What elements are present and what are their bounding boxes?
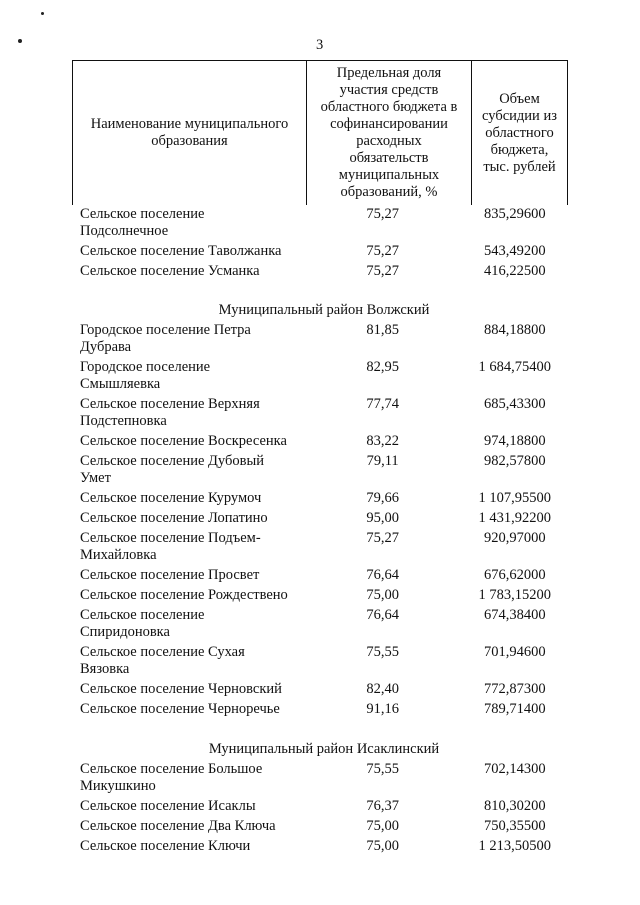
subsidy-amount: 974,18800 bbox=[483, 433, 546, 449]
municipality-name: Сельское поселение Верхняя Подстепновка bbox=[80, 396, 260, 429]
municipality-name: Сельское поселение Черновский bbox=[80, 681, 282, 697]
share-percent: 81,85 bbox=[366, 322, 399, 338]
municipality-name: Сельское поселение Два Ключа bbox=[80, 817, 276, 834]
table-row bbox=[80, 759, 568, 796]
share-percent: 82,95 bbox=[366, 359, 399, 375]
subsidy-amount: 1 684,75400 bbox=[478, 359, 552, 375]
section-heading: Муниципальный район Волжский bbox=[218, 302, 430, 318]
municipality-name: Сельское поселение Исаклы bbox=[80, 797, 256, 814]
subsidy-amount: 884,18800 bbox=[483, 322, 546, 338]
share-percent: 91,16 bbox=[366, 701, 399, 717]
subsidy-amount: 835,29600 bbox=[483, 205, 546, 222]
table-row bbox=[80, 586, 568, 606]
table-row bbox=[80, 643, 568, 680]
table-row bbox=[80, 680, 568, 700]
subsidy-amount: 674,38400 bbox=[483, 607, 546, 623]
header-share-column: Предельная доля участия средств областного бюджета в софинансировании расходных обязательств муниципальных образований, % bbox=[307, 61, 472, 205]
municipality-name: Сельское поселение Дубовый Умет bbox=[80, 453, 264, 486]
share-percent: 75,27 bbox=[366, 205, 399, 222]
page-number: 3 bbox=[316, 37, 324, 53]
table-row bbox=[80, 452, 568, 489]
share-percent: 77,74 bbox=[366, 396, 399, 412]
share-percent: 75,27 bbox=[366, 530, 399, 546]
municipality-name: Сельское поселение Подсолнечное bbox=[80, 205, 205, 239]
share-percent: 76,37 bbox=[366, 797, 399, 814]
share-percent: 75,27 bbox=[366, 262, 399, 279]
share-percent: 76,64 bbox=[366, 607, 399, 623]
municipality-name: Сельское поселение Лопатино bbox=[80, 510, 268, 526]
subsidy-amount: 685,43300 bbox=[483, 396, 546, 412]
table-row bbox=[80, 261, 568, 281]
table-row bbox=[80, 816, 568, 836]
subsidy-amount: 920,97000 bbox=[483, 530, 546, 546]
subsidy-amount: 1 431,92200 bbox=[478, 510, 552, 526]
share-percent: 79,66 bbox=[366, 490, 399, 506]
table-row bbox=[80, 321, 568, 358]
table-row bbox=[80, 700, 568, 720]
share-percent: 95,00 bbox=[366, 510, 399, 526]
municipality-name: Сельское поселение Таволжанка bbox=[80, 242, 282, 259]
table-row bbox=[80, 432, 568, 452]
subsidy-amount: 701,94600 bbox=[483, 644, 546, 660]
table-row bbox=[80, 796, 568, 816]
table-row bbox=[80, 606, 568, 643]
subsidy-amount: 810,30200 bbox=[483, 797, 546, 814]
municipality-name: Сельское поселение Воскресенка bbox=[80, 433, 287, 449]
share-percent: 79,11 bbox=[366, 453, 399, 469]
share-percent: 75,55 bbox=[366, 760, 399, 777]
header-subsidy-column: Объем субсидии из областного бюджета, тыс. рублей bbox=[482, 90, 557, 175]
share-percent: 75,00 bbox=[366, 817, 399, 834]
scan-speck bbox=[18, 39, 22, 43]
subsidy-amount: 982,57800 bbox=[483, 453, 546, 469]
subsidy-amount: 1 213,50500 bbox=[478, 837, 552, 854]
table-row bbox=[80, 836, 568, 856]
table-header bbox=[72, 60, 568, 205]
table-row bbox=[80, 395, 568, 432]
share-percent: 83,22 bbox=[366, 433, 399, 449]
subsidy-amount: 1 107,95500 bbox=[478, 490, 552, 506]
subsidy-amount: 676,62000 bbox=[483, 567, 546, 583]
subsidy-amount: 750,35500 bbox=[483, 817, 546, 834]
subsidy-amount: 416,22500 bbox=[483, 262, 546, 279]
table-row bbox=[80, 489, 568, 509]
municipality-name: Городское поселение Смышляевка bbox=[80, 359, 211, 392]
share-percent: 82,40 bbox=[366, 681, 399, 697]
section-heading: Муниципальный район Исаклинский bbox=[208, 740, 440, 757]
table-row bbox=[80, 241, 568, 261]
municipality-name: Сельское поселение Просвет bbox=[80, 567, 260, 583]
share-percent: 75,55 bbox=[366, 644, 399, 660]
share-percent: 75,00 bbox=[366, 837, 399, 854]
municipality-name: Сельское поселение Рождествено bbox=[80, 587, 288, 603]
municipality-name: Сельское поселение Подъем- Михайловка bbox=[80, 530, 261, 563]
municipality-name: Городское поселение Петра Дубрава bbox=[80, 322, 251, 355]
municipality-name: Сельское поселение Курумоч bbox=[80, 490, 262, 506]
municipality-name: Сельское поселение Черноречье bbox=[80, 701, 280, 717]
table-row bbox=[80, 509, 568, 529]
scan-speck bbox=[41, 12, 44, 15]
municipality-name: Сельское поселение Большое Микушкино bbox=[80, 760, 263, 794]
subsidy-amount: 702,14300 bbox=[483, 760, 546, 777]
table-row bbox=[80, 529, 568, 566]
share-percent: 75,00 bbox=[366, 587, 399, 603]
subsidy-amount: 1 783,15200 bbox=[478, 587, 552, 603]
table-body bbox=[80, 204, 568, 856]
municipality-name: Сельское поселение Спиридоновка bbox=[80, 607, 205, 640]
header-name-column: Наименование муниципального образования bbox=[73, 61, 307, 205]
table-row bbox=[80, 358, 568, 395]
share-percent: 75,27 bbox=[366, 242, 399, 259]
table-row bbox=[80, 566, 568, 586]
municipality-name: Сельское поселение Сухая Вязовка bbox=[80, 644, 245, 677]
share-percent: 76,64 bbox=[366, 567, 399, 583]
subsidy-amount: 772,87300 bbox=[483, 681, 546, 697]
municipality-name: Сельское поселение Усманка bbox=[80, 262, 260, 279]
municipality-name: Сельское поселение Ключи bbox=[80, 837, 251, 854]
table-row bbox=[80, 204, 568, 241]
subsidy-amount: 789,71400 bbox=[483, 701, 546, 717]
subsidy-amount: 543,49200 bbox=[483, 242, 546, 259]
